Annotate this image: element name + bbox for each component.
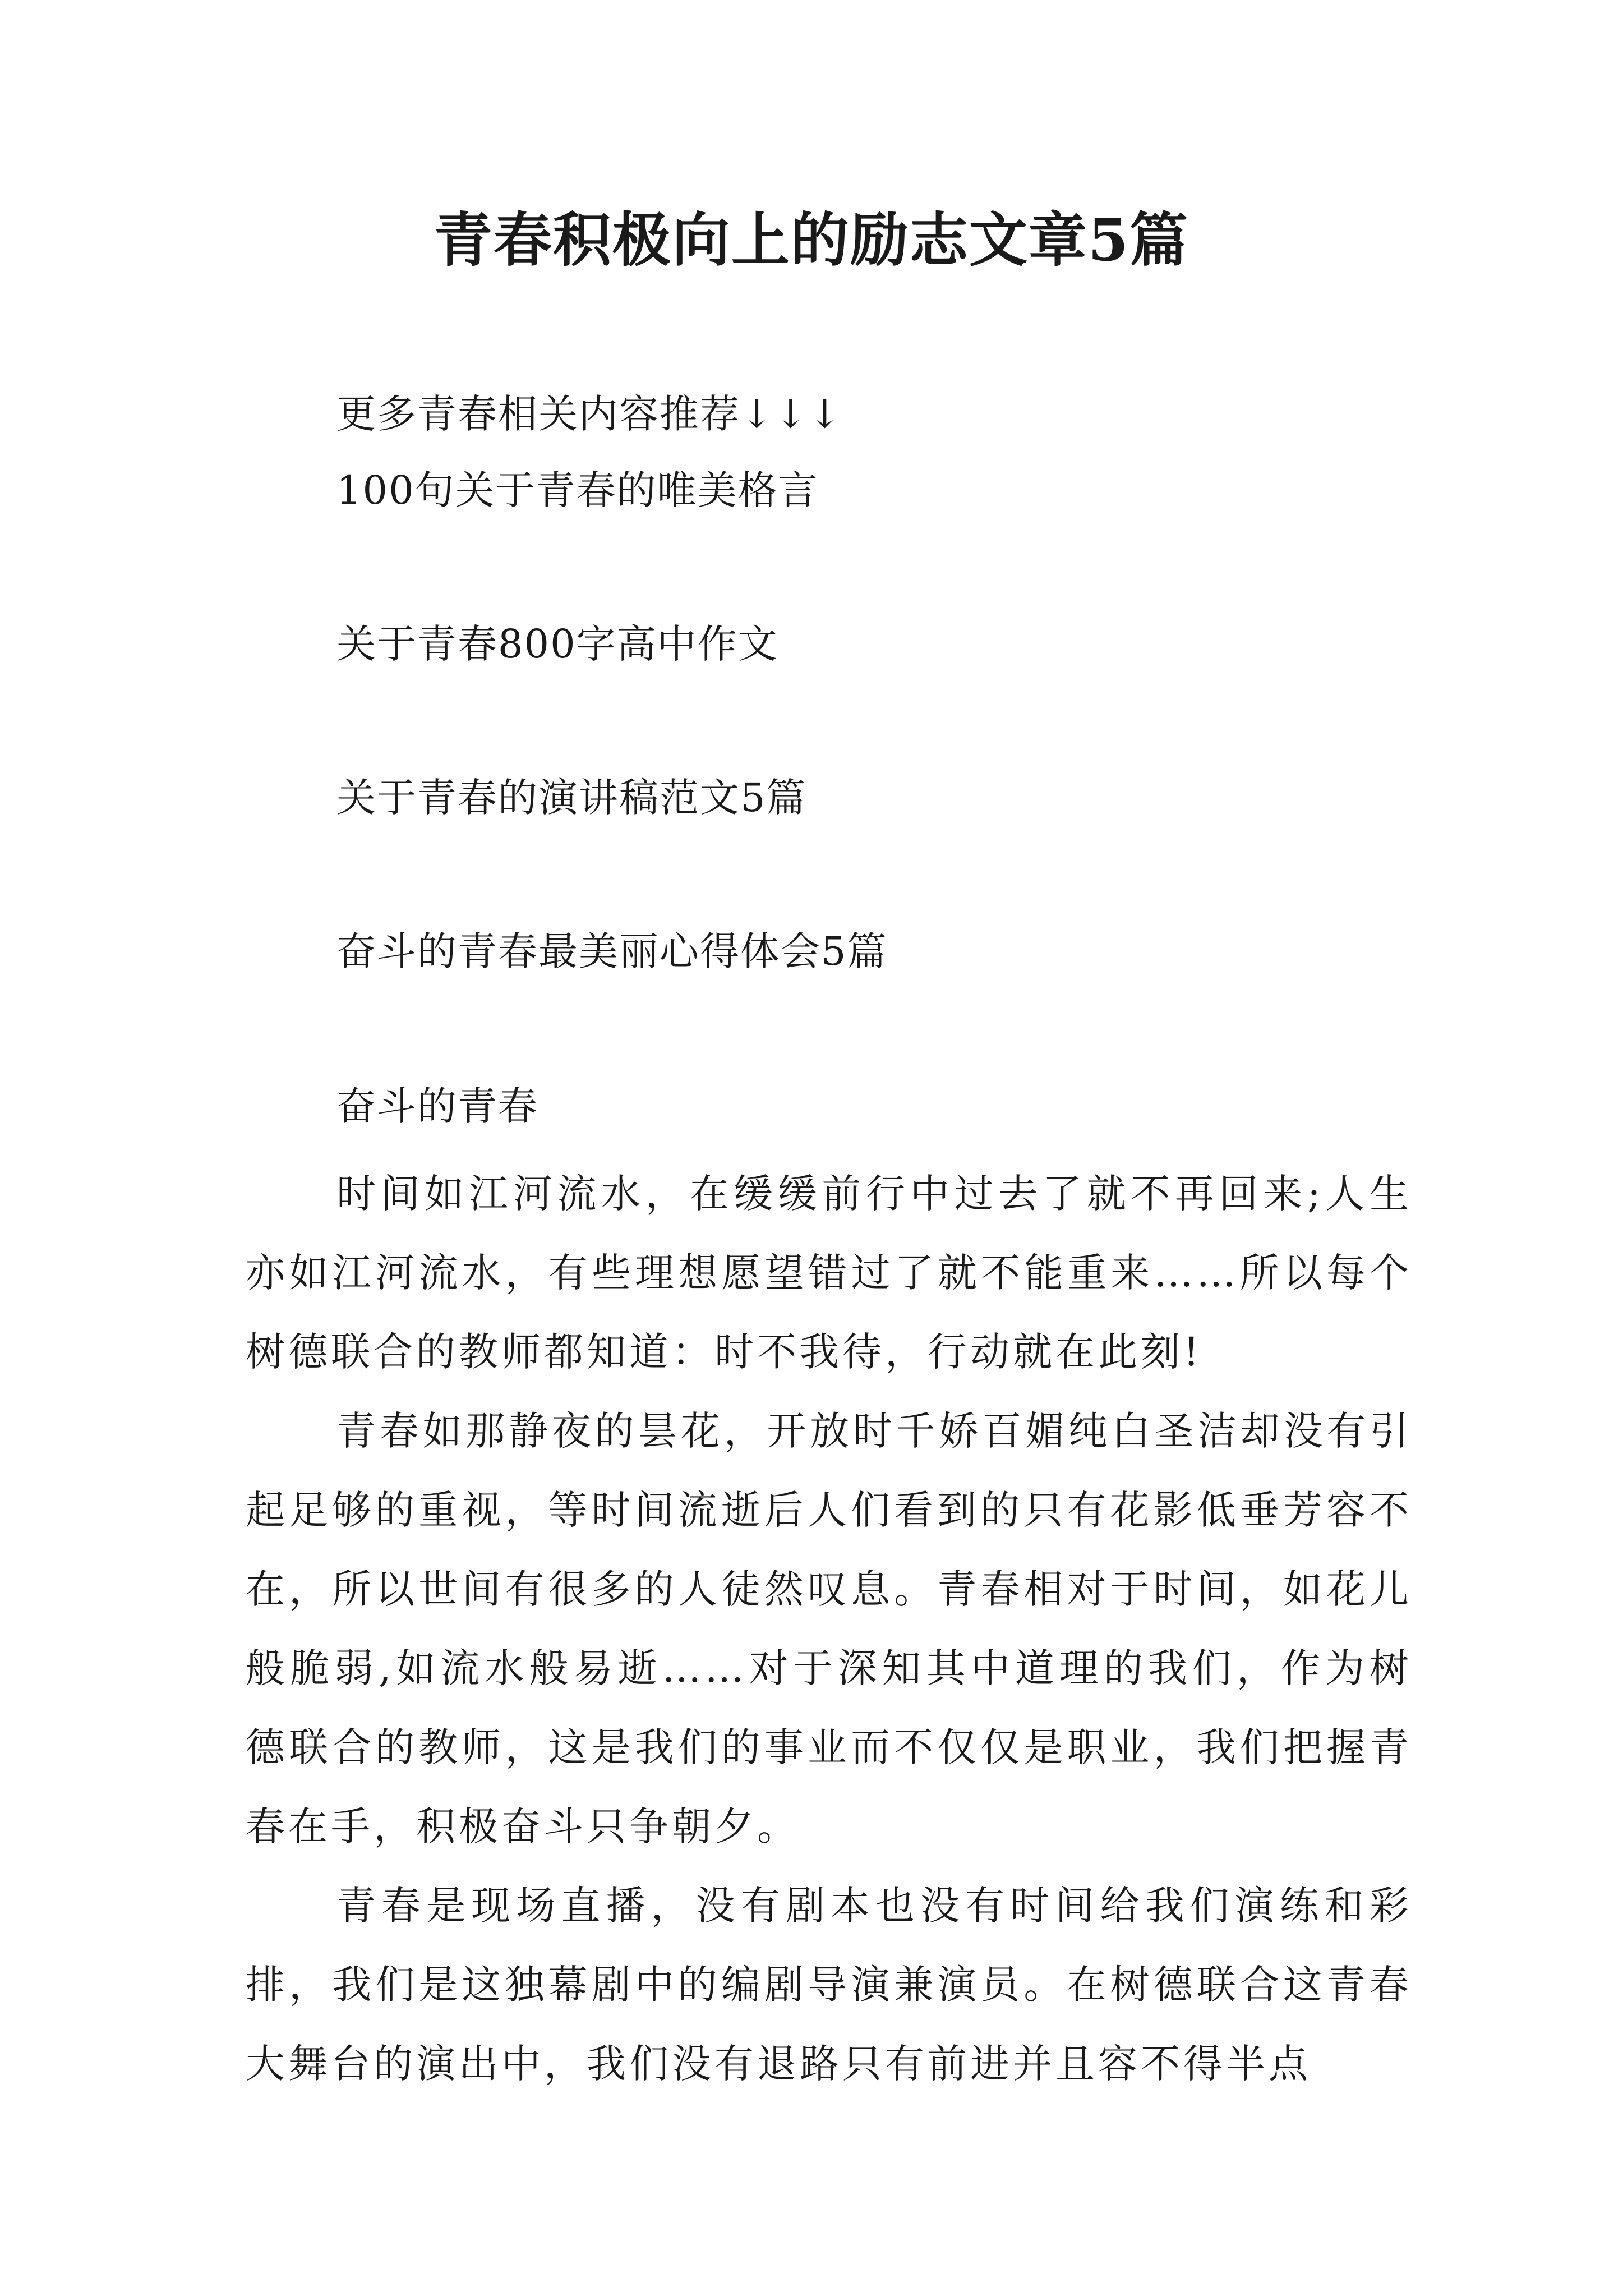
paragraph: 青春如那静夜的昙花，开放时千娇百媚纯白圣洁却没有引起足够的重视，等时间流逝后人们看到的只有花影低垂芳容不在，所以世间有很多的人徒然叹息。青春相对于时间，如花儿般脆弱,如流水般易逝……对于深知其中道理的我们，作为树德联合的教师，这是我们的事业而不仅仅是职业，我们把握青春在手，积极奋斗只争朝夕。 — [246, 1408, 1412, 1849]
related-link[interactable]: 关于青春的演讲稿范文5篇 — [336, 775, 807, 821]
related-link-item[interactable] — [336, 771, 1402, 825]
paragraph: 时间如江河流水，在缓缓前行中过去了就不再回来;人生亦如江河流水，有些理想愿望错过了就不能重来……所以每个树德联合的教师都知道：时不我待，行动就在此刻! — [246, 1171, 1412, 1375]
related-link[interactable]: 关于青春800字高中作文 — [336, 621, 778, 667]
recommend-label: 更多青春相关内容推荐↓↓↓ — [336, 391, 842, 437]
paragraph: 青春是现场直播，没有剧本也没有时间给我们演练和彩排，我们是这独幕剧中的编剧导演兼演员。在树德联合这青春大舞台的演出中，我们没有退路只有前进并且容不得半点 — [246, 1883, 1412, 2087]
article-body — [246, 1154, 1412, 2104]
related-links-list — [336, 387, 1402, 978]
section-heading: 奋斗的青春 — [336, 1083, 538, 1129]
document-title: 青春积极向上的励志文章5篇 — [434, 205, 1189, 274]
related-link-item[interactable] — [336, 463, 1402, 517]
related-link-item[interactable] — [336, 924, 1402, 978]
related-link[interactable]: 100句关于青春的唯美格言 — [336, 467, 819, 513]
related-link[interactable]: 奋斗的青春最美丽心得体会5篇 — [336, 928, 888, 974]
related-link-item[interactable] — [336, 617, 1402, 671]
